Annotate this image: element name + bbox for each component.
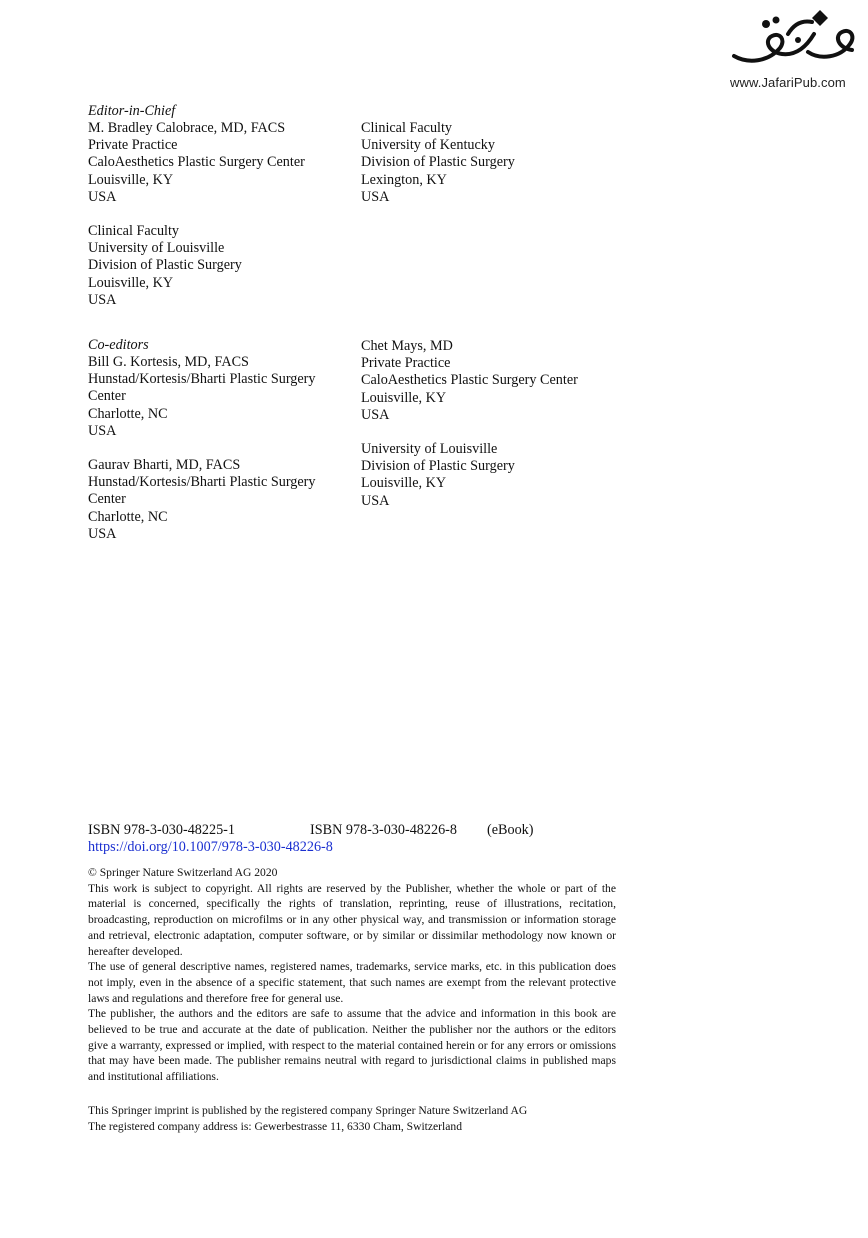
affiliation-line: University of Louisville [88,240,225,257]
editor-in-chief-affiliation-1 [88,120,305,206]
affiliation-line: Center [88,388,126,405]
imprint-line: The registered company address is: Gewerbestrasse 11, 6330 Cham, Switzerland [88,1119,463,1133]
editor-name: M. Bradley Calobrace, MD, FACS [88,120,286,136]
isbn-ebook-note: (eBook) [487,822,534,838]
affiliation-line: USA [361,492,390,509]
co-editors-heading: Co-editors [88,337,149,353]
watermark [728,4,864,96]
legal-paragraph: The publisher, the authors and the editors are safe to assume that the advice and information in this book are believed to be true and accurate at the date of publication. Neither the publisher nor the authors or the editors give a warranty, expressed or implied, with respect to the material contained herein or for any errors or omissions that may have been made. The publisher remains neutral with regard to jurisdictional claims in published maps and institutional affiliations. [88,1007,616,1084]
isbn-ebook: ISBN 978-3-030-48226-8 [310,822,457,838]
affiliation-line: Division of Plastic Surgery [88,257,242,274]
co-editor-mays-affiliation-2 [361,441,515,510]
editor-in-chief-affiliation-3 [361,120,515,206]
isbn-print: ISBN 978-3-030-48225-1 [88,822,235,838]
affiliation-line: Louisville, KY [88,274,174,291]
affiliation-line: USA [88,188,117,205]
affiliation-line: USA [88,422,117,439]
imprint [88,1103,648,1134]
copyright-line: © Springer Nature Switzerland AG 2020 [88,866,278,879]
affiliation-line: Center [88,491,126,508]
affiliation-line: USA [88,291,117,308]
editor-name: Bill G. Kortesis, MD, FACS [88,354,249,370]
editor-name: Chet Mays, MD [361,338,453,354]
imprint-line: This Springer imprint is published by the registered company Springer Nature Switzerland AG [88,1104,528,1117]
affiliation-line: Private Practice [361,355,451,372]
affiliation-line: Hunstad/Kortesis/Bharti Plastic Surgery [88,474,316,491]
editor-in-chief-affiliation-2 [88,223,242,309]
affiliation-line: Private Practice [88,137,178,154]
affiliation-line: Division of Plastic Surgery [361,154,515,171]
legal-paragraph: The use of general descriptive names, registered names, trademarks, service marks, etc. in this publication does not imply, even in the absence of a specific statement, that such names are exempt from the relevant protective laws and regulations and therefore free for general use. [88,960,616,1005]
affiliation-line: University of Louisville [361,441,498,457]
affiliation-line: CaloAesthetics Plastic Surgery Center [88,154,305,171]
affiliation-line: Hunstad/Kortesis/Bharti Plastic Surgery [88,371,316,388]
affiliation-line: University of Kentucky [361,137,495,154]
affiliation-line: Louisville, KY [361,475,447,492]
calligraphy-logo-icon [728,4,864,76]
affiliation-line: Charlotte, NC [88,405,168,422]
affiliation-line: USA [361,188,390,205]
co-editor-mays [361,338,578,424]
affiliation-line: Louisville, KY [88,171,174,188]
affiliation-line: USA [361,406,390,423]
co-editor-kortesis [88,354,316,440]
affiliation-line: Clinical Faculty [361,120,453,136]
affiliation-line: USA [88,525,117,542]
co-editor-bharti [88,457,316,543]
watermark-url[interactable]: www.JafariPub.com [730,75,846,90]
affiliation-line: Clinical Faculty [88,223,180,239]
legal-paragraph: This work is subject to copyright. All rights are reserved by the Publisher, whether the whole or part of the material is concerned, specifically the rights of translation, reprinting, reuse of illustrations, recitation, broadcasting, reproduction on microfilms or in any other physical way, and transmission or information storage and retrieval, electronic adaptation, computer software, or by similar or dissimilar methodology now known or hereafter developed. [88,881,616,958]
doi-link[interactable]: https://doi.org/10.1007/978-3-030-48226-8 [88,839,333,855]
affiliation-line: Lexington, KY [361,171,447,188]
editor-name: Gaurav Bharti, MD, FACS [88,457,241,473]
affiliation-line: Charlotte, NC [88,508,168,525]
editor-in-chief-heading: Editor-in-Chief [88,103,176,119]
legal-notice [88,865,616,1085]
affiliation-line: Louisville, KY [361,389,447,406]
affiliation-line: Division of Plastic Surgery [361,458,515,475]
affiliation-line: CaloAesthetics Plastic Surgery Center [361,372,578,389]
